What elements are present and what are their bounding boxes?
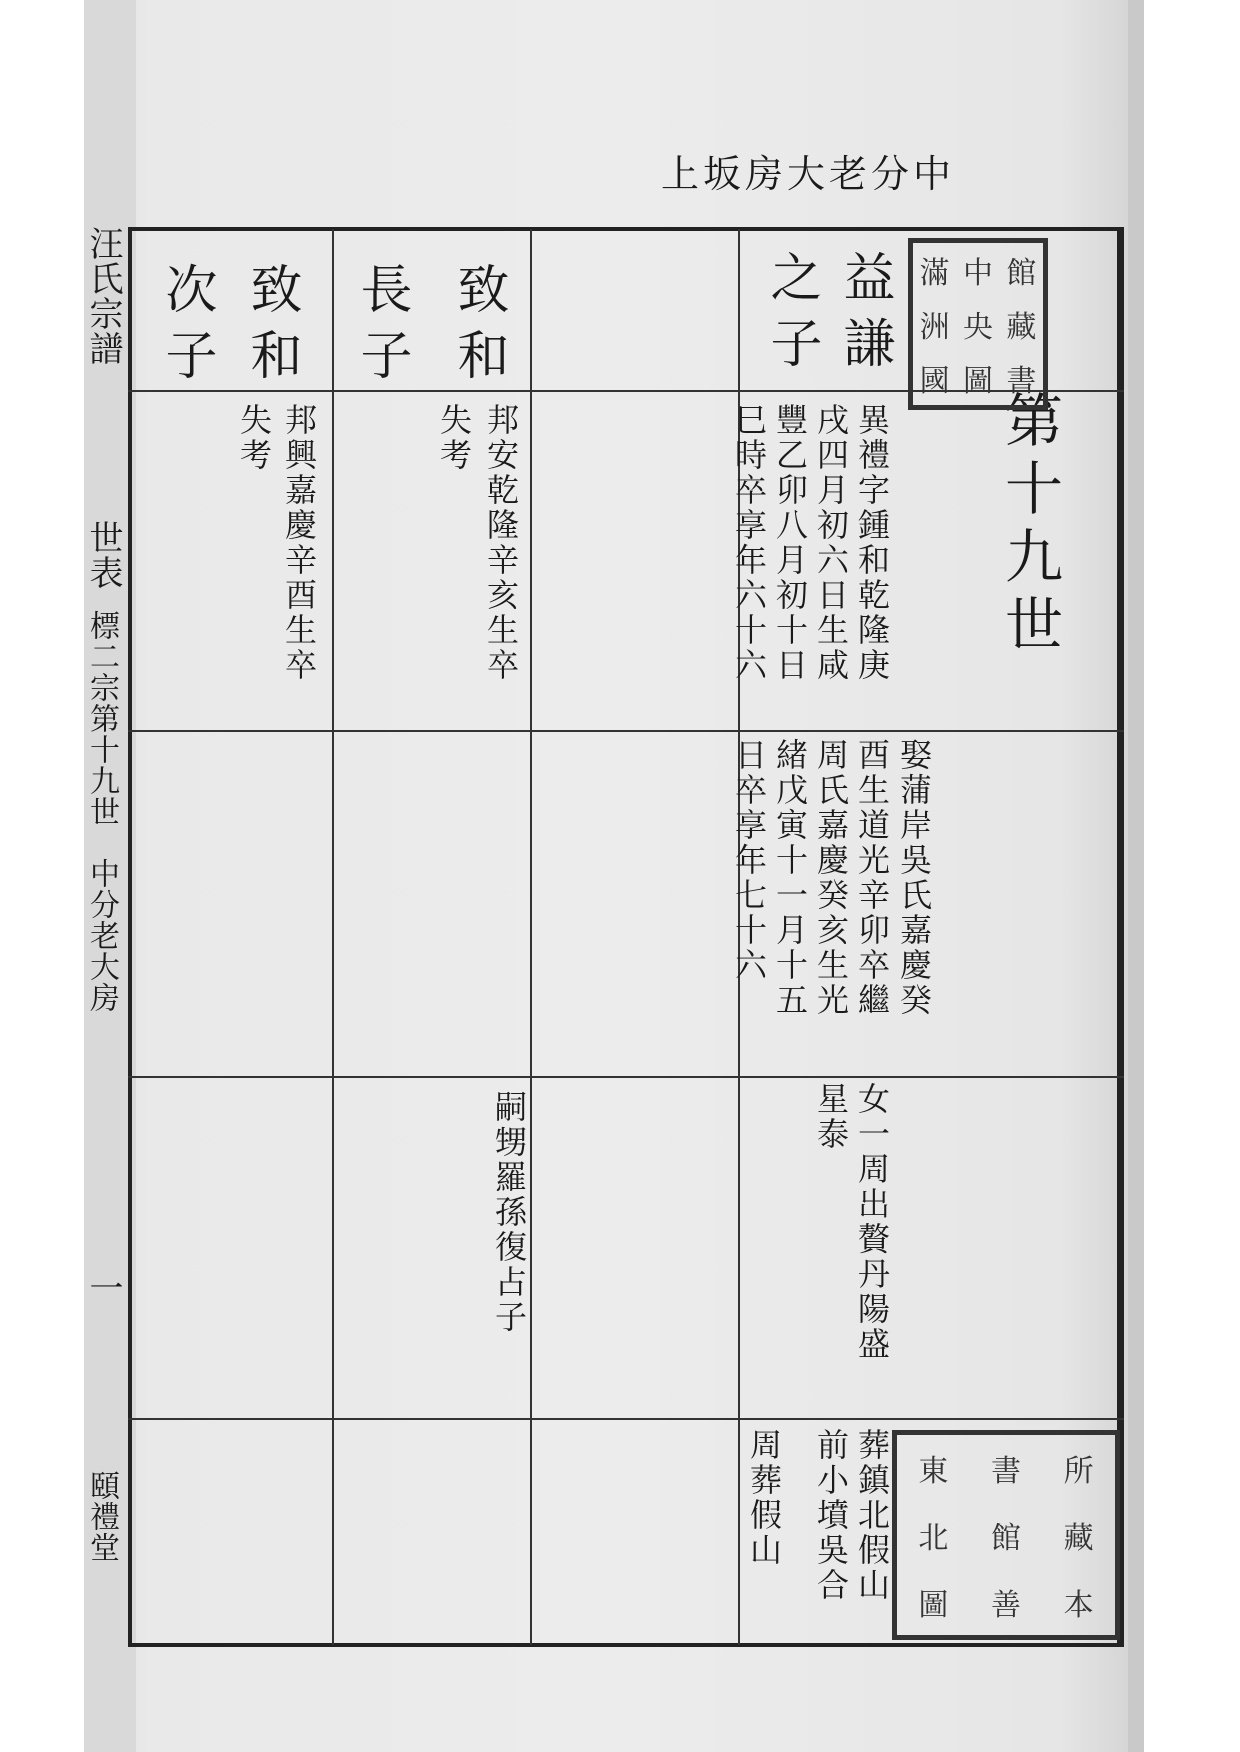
seal-glyph: 滿 bbox=[919, 256, 950, 291]
seal-glyph: 善 bbox=[990, 1587, 1021, 1623]
bio-line: 失考 bbox=[435, 403, 473, 473]
column-divider bbox=[332, 229, 334, 1645]
bio-line: 戌四月初六日生咸 bbox=[812, 403, 850, 683]
page-edge bbox=[1128, 0, 1144, 1752]
seal-glyph: 圖 bbox=[962, 364, 993, 399]
entry-name: 致和 bbox=[241, 262, 301, 394]
seal-glyph: 所 bbox=[1063, 1454, 1094, 1490]
seal-glyph: 書 bbox=[1006, 364, 1037, 399]
spouse-line: 日卒享年七十六 bbox=[730, 738, 768, 983]
seal-glyph: 書 bbox=[990, 1454, 1021, 1490]
library-seal bbox=[892, 1430, 1120, 1640]
seal-glyph: 洲 bbox=[919, 310, 950, 345]
row-divider bbox=[128, 1076, 1124, 1078]
seal-glyph: 藏 bbox=[1063, 1520, 1094, 1556]
children-line: 嗣甥羅孫復占子 bbox=[490, 1090, 528, 1335]
bio-line: 邦安乾隆辛亥生卒 bbox=[482, 403, 520, 683]
seal-glyph: 北 bbox=[918, 1520, 949, 1556]
entry-name: 益謙 bbox=[834, 250, 894, 382]
burial-line: 葬鎮北假山 bbox=[853, 1428, 891, 1603]
seal-glyph: 圖 bbox=[918, 1587, 949, 1623]
page-number: 一 bbox=[83, 1270, 123, 1305]
hall-name: 頤禮堂 bbox=[84, 1470, 119, 1563]
entry-name: 致和 bbox=[448, 262, 508, 394]
spouse-line: 周氏嘉慶癸亥生光 bbox=[812, 738, 850, 1018]
book-title: 汪氏宗譜 bbox=[83, 226, 123, 366]
header-text: 中分老大房坂上 bbox=[660, 152, 955, 196]
row-divider bbox=[128, 1418, 1124, 1420]
seal-glyph: 中 bbox=[962, 256, 993, 291]
seal-glyph: 東 bbox=[918, 1454, 949, 1490]
burial-line: 周葬假山 bbox=[745, 1428, 783, 1568]
bio-line: 巳時卒享年六十六 bbox=[730, 403, 768, 683]
bio-line: 豐乙卯八月初十日 bbox=[771, 403, 809, 683]
generation-label: 第十九世 bbox=[995, 390, 1063, 662]
entry-relation: 長子 bbox=[351, 262, 411, 394]
seal-glyph: 館 bbox=[1006, 256, 1037, 291]
children-line: 女一周出贅丹陽盛 bbox=[853, 1082, 891, 1362]
section-title: 世表 bbox=[83, 520, 123, 590]
column-divider bbox=[530, 229, 532, 1645]
seal-glyph: 館 bbox=[990, 1520, 1021, 1556]
burial-line: 前小墳吳合 bbox=[812, 1428, 850, 1603]
bio-line: 異禮字鍾和乾隆庚 bbox=[853, 403, 891, 683]
entry-relation: 次子 bbox=[156, 262, 216, 394]
spouse-line: 娶蒲岸吳氏嘉慶癸 bbox=[895, 738, 933, 1018]
margin-detail: 標二宗第十九世 中分老大房 bbox=[84, 610, 119, 1013]
seal-glyph: 本 bbox=[1063, 1587, 1094, 1623]
seal-glyph: 央 bbox=[962, 310, 993, 345]
library-seal bbox=[908, 238, 1048, 410]
bio-line: 失考 bbox=[235, 403, 273, 473]
children-line: 星泰 bbox=[812, 1082, 850, 1152]
entry-relation: 之子 bbox=[761, 250, 821, 382]
seal-glyph: 國 bbox=[919, 364, 950, 399]
bio-line: 邦興嘉慶辛酉生卒 bbox=[280, 403, 318, 683]
seal-glyph: 藏 bbox=[1006, 310, 1037, 345]
spouse-line: 酉生道光辛卯卒繼 bbox=[853, 738, 891, 1018]
row-divider bbox=[128, 730, 1124, 732]
spouse-line: 緒戊寅十一月十五 bbox=[771, 738, 809, 1018]
